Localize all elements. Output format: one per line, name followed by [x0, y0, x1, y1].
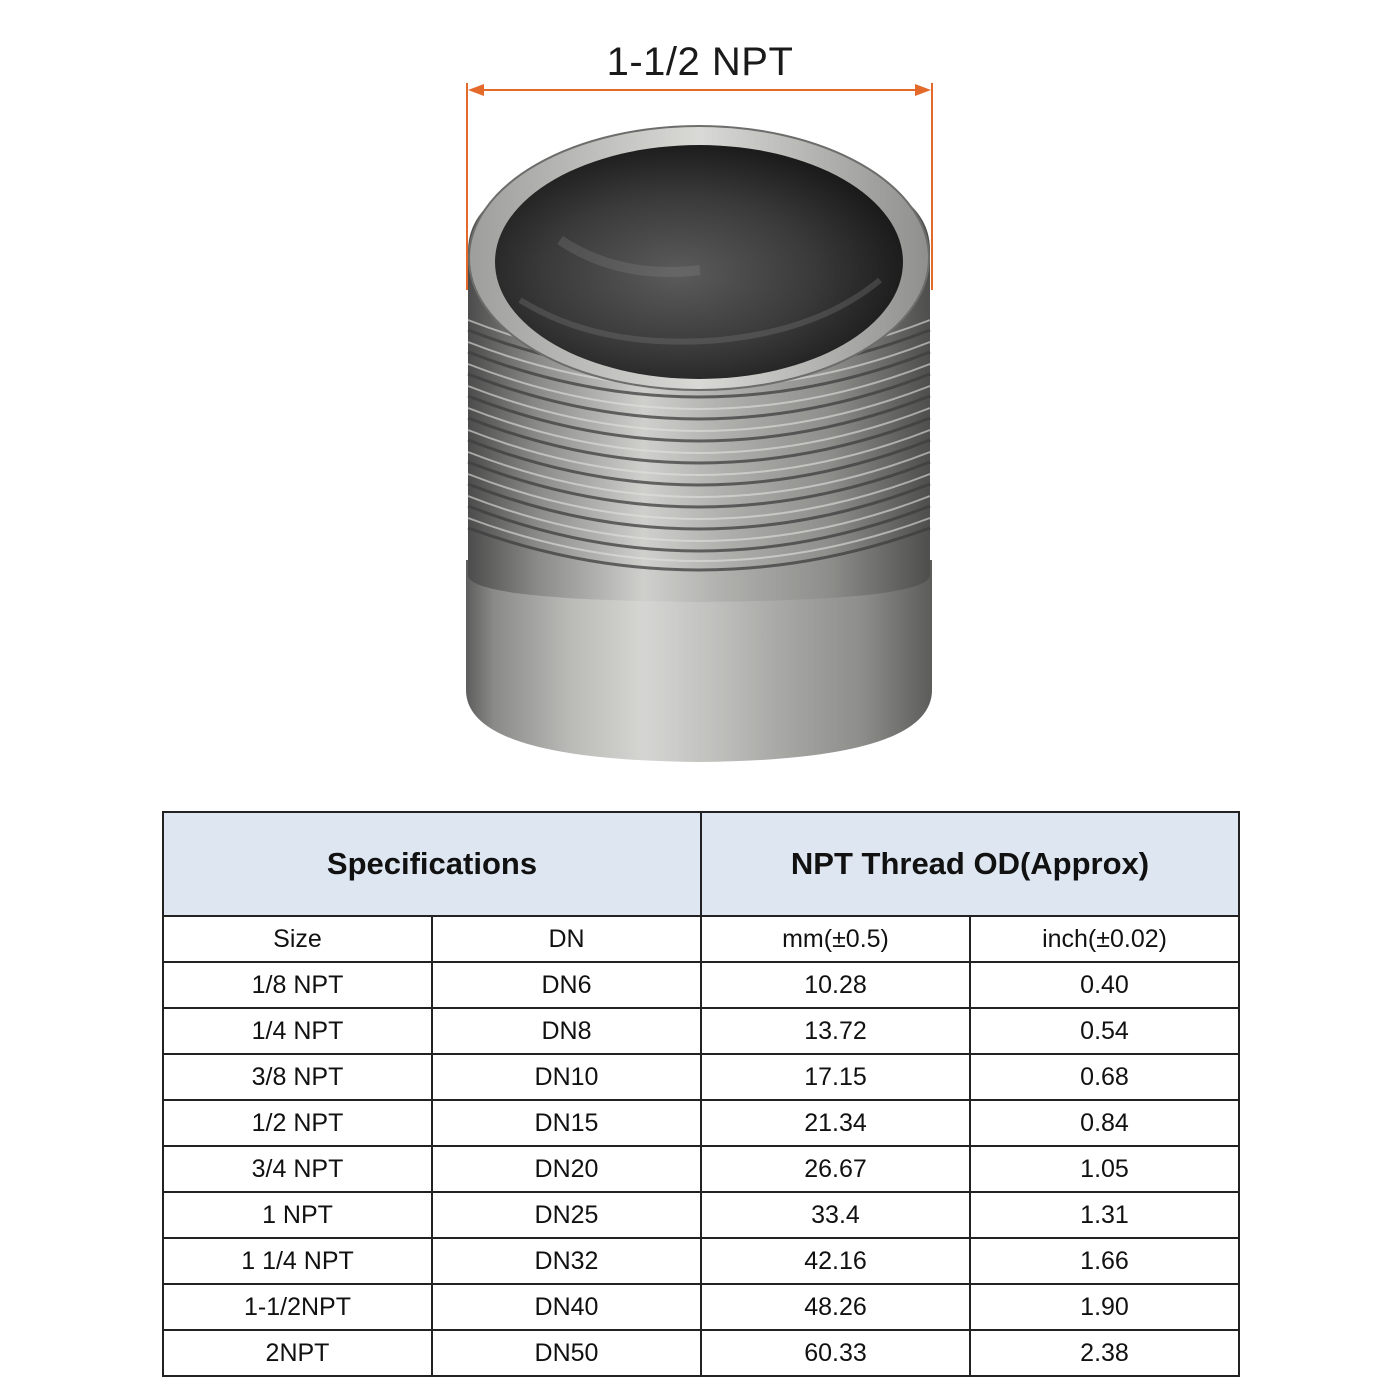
- size-cell: 1/4 NPT: [163, 1008, 432, 1054]
- table-row: [163, 1238, 1239, 1284]
- mm-cell: 13.72: [701, 1008, 970, 1054]
- table-row: [163, 1008, 1239, 1054]
- dn-cell: DN10: [432, 1054, 701, 1100]
- size-column-header: Size: [163, 916, 432, 962]
- inch-cell: 0.40: [970, 962, 1239, 1008]
- dn-column-header: DN: [432, 916, 701, 962]
- size-cell: 1/8 NPT: [163, 962, 432, 1008]
- mm-cell: 17.15: [701, 1054, 970, 1100]
- mm-cell: 21.34: [701, 1100, 970, 1146]
- size-cell: 3/8 NPT: [163, 1054, 432, 1100]
- column-header-row: [163, 916, 1239, 962]
- specifications-table: [162, 811, 1240, 1377]
- dn-cell: DN6: [432, 962, 701, 1008]
- inch-cell: 1.31: [970, 1192, 1239, 1238]
- size-cell: 1 1/4 NPT: [163, 1238, 432, 1284]
- table-row: [163, 1054, 1239, 1100]
- mm-cell: 42.16: [701, 1238, 970, 1284]
- dn-cell: DN40: [432, 1284, 701, 1330]
- mm-cell: 26.67: [701, 1146, 970, 1192]
- inch-cell: 2.38: [970, 1330, 1239, 1376]
- inch-column-header: inch(±0.02): [970, 916, 1239, 962]
- dimension-label: 1-1/2 NPT: [606, 40, 794, 84]
- dn-cell: DN8: [432, 1008, 701, 1054]
- thread-od-header: NPT Thread OD(Approx): [701, 812, 1239, 916]
- inch-cell: 0.68: [970, 1054, 1239, 1100]
- size-cell: 1-1/2NPT: [163, 1284, 432, 1330]
- inch-cell: 1.90: [970, 1284, 1239, 1330]
- mm-cell: 10.28: [701, 962, 970, 1008]
- specifications-header: Specifications: [163, 812, 701, 916]
- dn-cell: DN50: [432, 1330, 701, 1376]
- table-row: [163, 1192, 1239, 1238]
- table-row: [163, 1100, 1239, 1146]
- table-row: [163, 1330, 1239, 1376]
- size-cell: 2NPT: [163, 1330, 432, 1376]
- mm-cell: 48.26: [701, 1284, 970, 1330]
- table-row: [163, 962, 1239, 1008]
- inch-cell: 1.66: [970, 1238, 1239, 1284]
- size-cell: 1/2 NPT: [163, 1100, 432, 1146]
- table-row: [163, 1146, 1239, 1192]
- dn-cell: DN32: [432, 1238, 701, 1284]
- mm-cell: 60.33: [701, 1330, 970, 1376]
- inch-cell: 0.84: [970, 1100, 1239, 1146]
- mm-cell: 33.4: [701, 1192, 970, 1238]
- dn-cell: DN20: [432, 1146, 701, 1192]
- table-row: [163, 1284, 1239, 1330]
- mm-column-header: mm(±0.5): [701, 916, 970, 962]
- inch-cell: 0.54: [970, 1008, 1239, 1054]
- size-cell: 1 NPT: [163, 1192, 432, 1238]
- size-cell: 3/4 NPT: [163, 1146, 432, 1192]
- dn-cell: DN15: [432, 1100, 701, 1146]
- dn-cell: DN25: [432, 1192, 701, 1238]
- inch-cell: 1.05: [970, 1146, 1239, 1192]
